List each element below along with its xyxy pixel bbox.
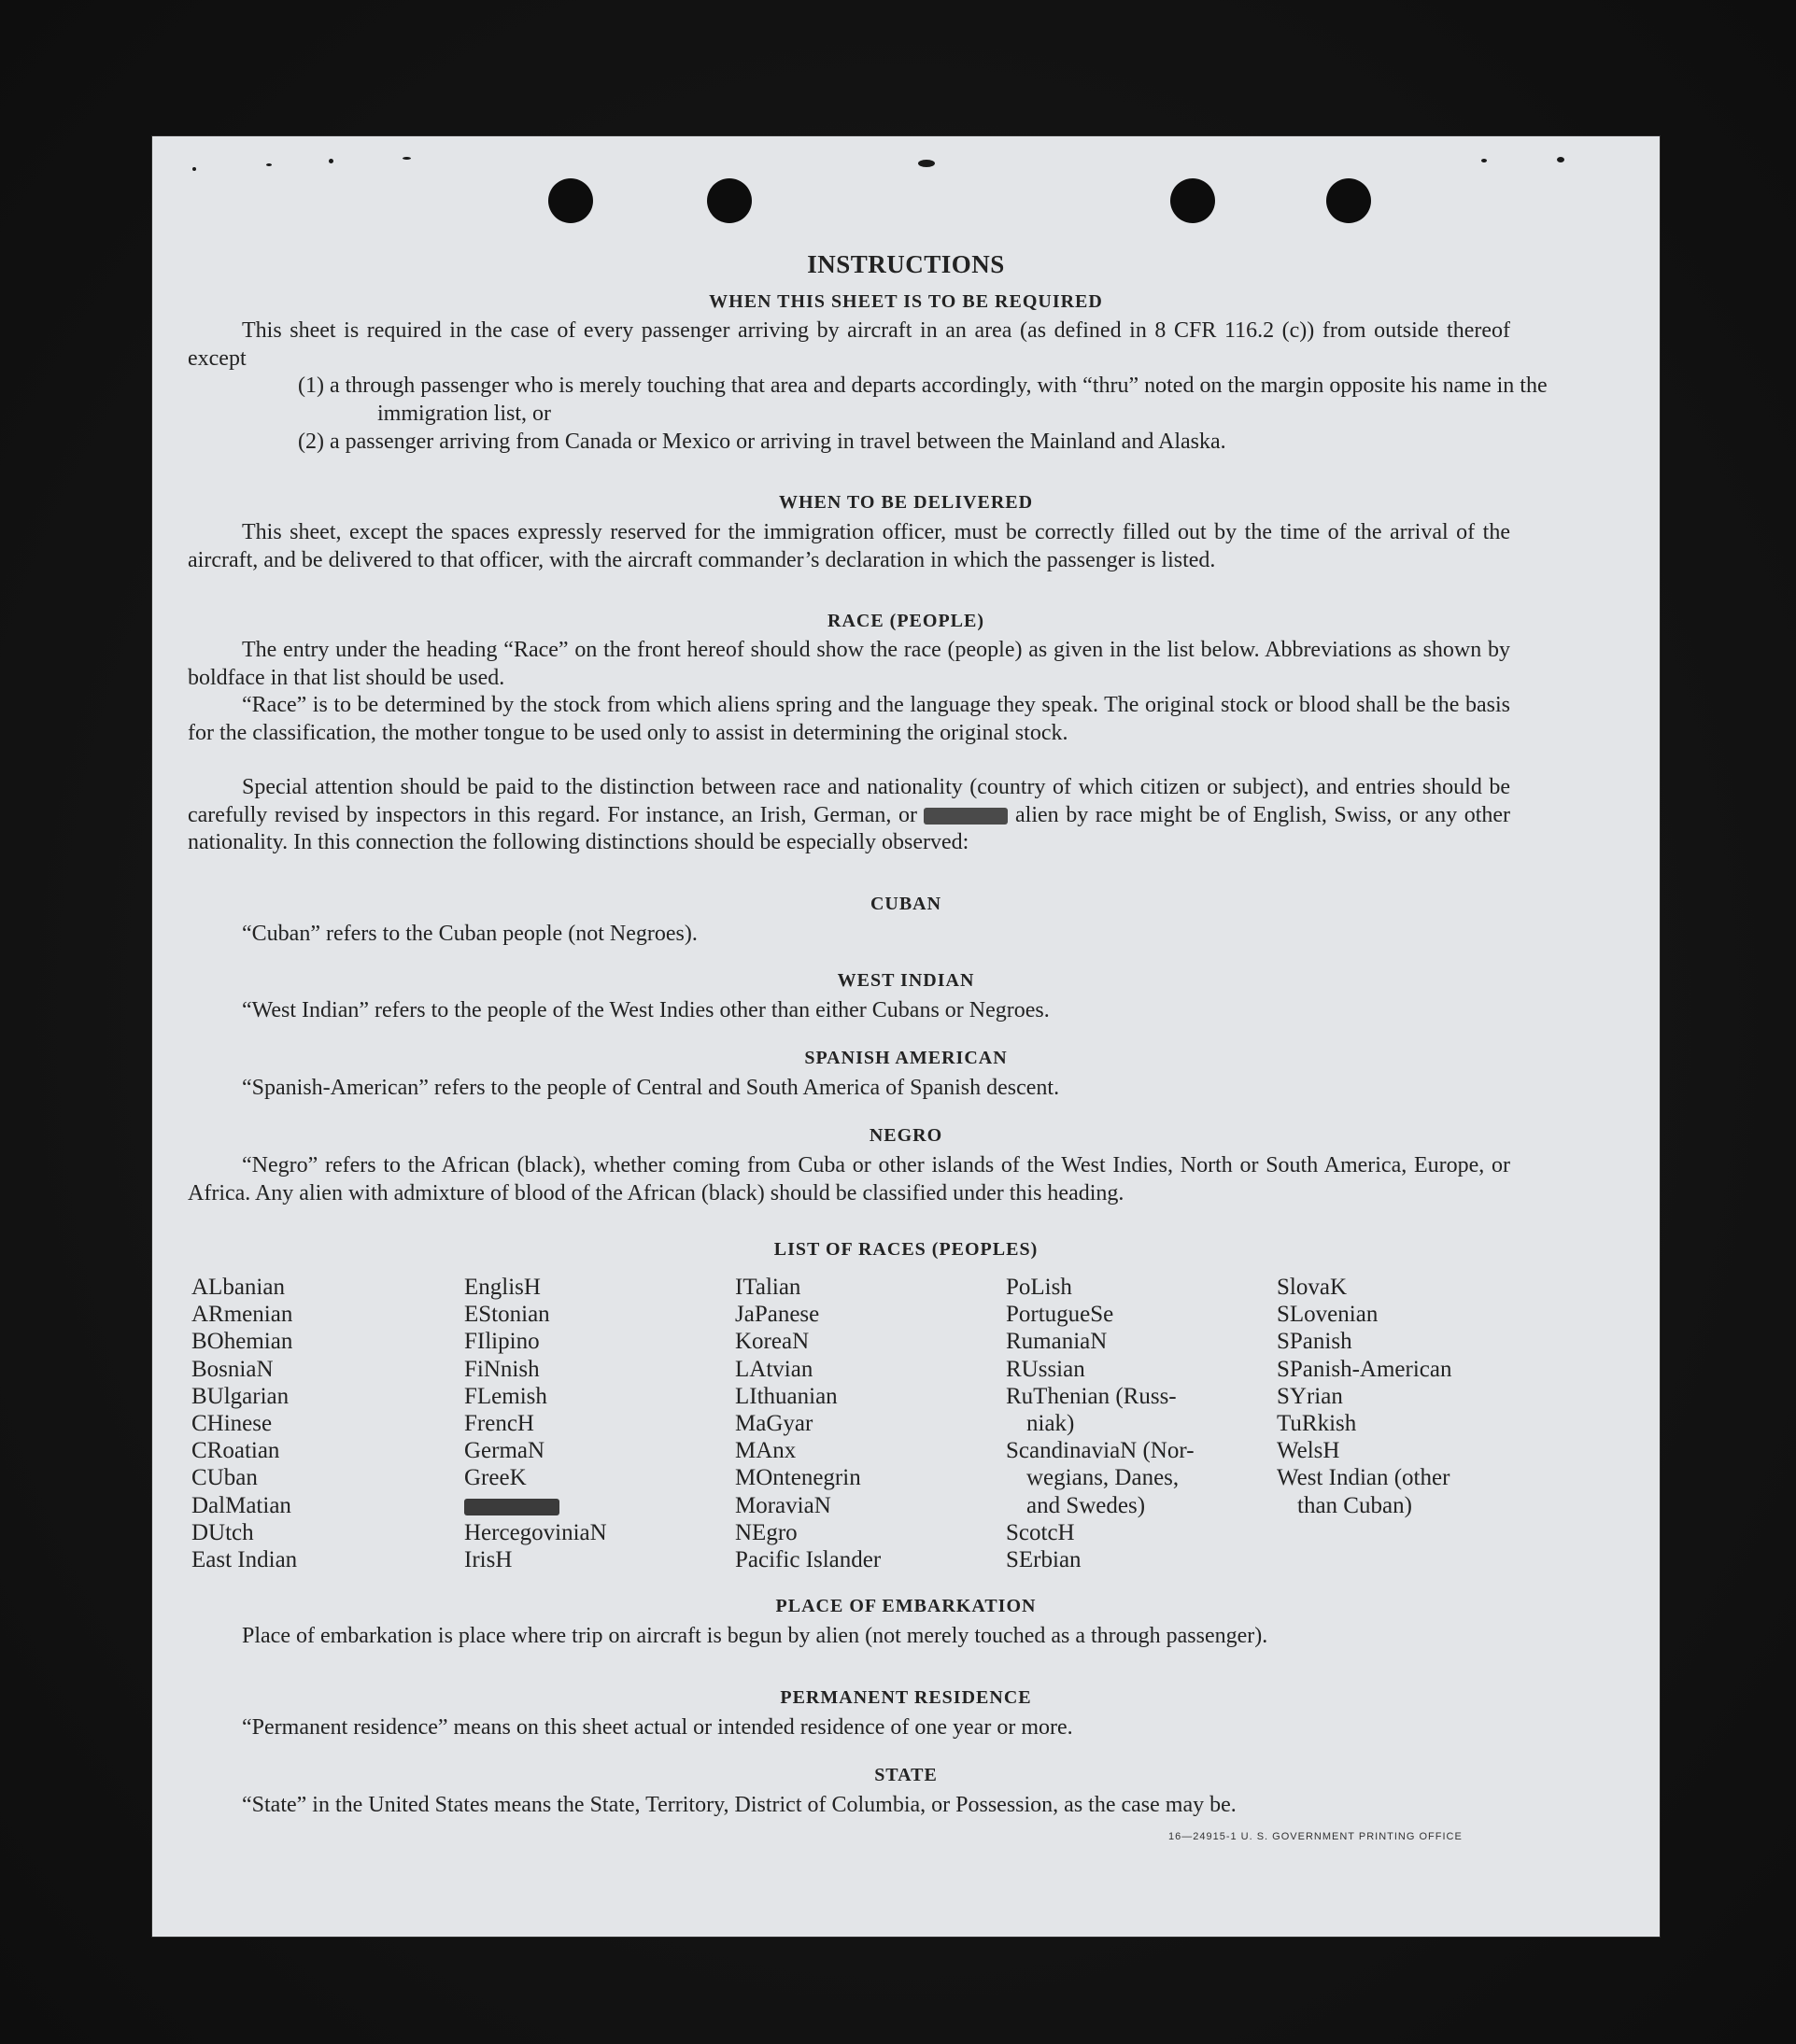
race-item: GermaN (464, 1438, 545, 1464)
heading-state: STATE (874, 1765, 938, 1785)
race-item: DalMatian (191, 1492, 291, 1518)
race-item: ScotcH (1006, 1519, 1075, 1545)
race-item: JaPanese (735, 1302, 820, 1328)
race-column-4 (1006, 1274, 1195, 1573)
scan-speck (918, 160, 935, 167)
race-paragraph-3-part-a: Special attention should be paid to the distinction between race and nationality (country of which citizen or subject), and entries should be carefully revised by inspectors in this regard. For instance, an Irish, German, or (188, 775, 1510, 827)
race-item: FrencH (464, 1411, 534, 1437)
race-item: LIthuanian (735, 1383, 838, 1409)
race-item: ARmenian (191, 1302, 293, 1328)
race-column-1 (191, 1274, 297, 1573)
spanish-american-text: “Spanish-American” refers to the people of Central and South America of Spanish descent. (242, 1076, 1060, 1100)
heading-cuban: CUBAN (870, 894, 942, 914)
page-title: INSTRUCTIONS (807, 250, 1005, 278)
exception-item-1: (1) a through passenger who is merely touching that area and departs accordingly, with “thru” noted on the margin opposite his name in the immigration list, or (298, 374, 1548, 426)
race-item: Pacific Islander (735, 1547, 882, 1573)
scan-speck (329, 159, 333, 163)
race-item: PortugueSe (1006, 1302, 1114, 1328)
race-item-continuation: niak) (1026, 1411, 1075, 1437)
heading-list-of-races: LIST OF RACES (PEOPLES) (773, 1239, 1039, 1260)
heading-race: RACE (PEOPLE) (827, 611, 984, 631)
embarkation-text: Place of embarkation is place where trip on aircraft is begun by alien (not merely touched as a through passenger). (242, 1624, 1268, 1648)
race-item: BosniaN (191, 1356, 274, 1382)
heading-spanish-american: SPANISH AMERICAN (804, 1048, 1008, 1068)
scan-speck (266, 163, 272, 166)
race-item: NEgro (735, 1519, 798, 1545)
race-item: GreeK (464, 1465, 527, 1491)
redaction-mark (464, 1499, 559, 1515)
punch-hole (707, 178, 752, 223)
heading-embarkation: PLACE OF EMBARKATION (775, 1596, 1037, 1616)
negro-text: “Negro” refers to the African (black), whether coming from Cuba or other islands of the West Indies, North or South America, Europe, or Africa. Any alien with admixture of blood of the African (black) should be classified under this heading. (188, 1153, 1510, 1205)
race-item: SYrian (1277, 1383, 1343, 1409)
cuban-text: “Cuban” refers to the Cuban people (not Negroes). (242, 922, 698, 946)
race-item: SlovaK (1277, 1275, 1347, 1300)
punch-hole (1170, 178, 1215, 223)
race-item: ITalian (735, 1275, 801, 1300)
state-text: “State” in the United States means the State, Territory, District of Columbia, or Possession, as the case may be. (242, 1793, 1237, 1817)
west-indian-text: “West Indian” refers to the people of the West Indies other than either Cubans or Negroes. (242, 998, 1050, 1022)
race-item: RUssian (1006, 1356, 1085, 1382)
exception-item-2: (2) a passenger arriving from Canada or Mexico or arriving in travel between the Mainland and Alaska. (298, 430, 1226, 454)
race-column-2 (464, 1274, 607, 1573)
scan-speck (1557, 157, 1564, 162)
race-item: RuThenian (Russ- (1006, 1383, 1177, 1409)
race-item: FIlipino (464, 1329, 540, 1355)
race-item: MOntenegrin (735, 1465, 861, 1491)
race-paragraph-3 (188, 774, 1510, 857)
heading-negro: NEGRO (869, 1125, 943, 1146)
race-item: MaGyar (735, 1411, 813, 1437)
race-item: MAnx (735, 1438, 797, 1464)
race-item: SLovenian (1277, 1302, 1379, 1328)
race-item: BOhemian (191, 1329, 293, 1355)
race-item-continuation: than Cuban) (1297, 1492, 1412, 1518)
punch-hole (1326, 178, 1371, 223)
race-item: RumaniaN (1006, 1329, 1108, 1355)
race-item: West Indian (other (1277, 1465, 1450, 1491)
race-column-3 (735, 1274, 881, 1573)
race-item: IrisH (464, 1547, 513, 1573)
scan-speck (403, 157, 411, 160)
race-item: SPanish-American (1277, 1356, 1452, 1382)
punch-hole (548, 178, 593, 223)
redaction-mark (924, 808, 1008, 825)
race-item: CUban (191, 1465, 258, 1491)
race-item: SPanish (1277, 1329, 1352, 1355)
race-item: PoLish (1006, 1275, 1072, 1300)
race-item-continuation: wegians, Danes, (1026, 1465, 1180, 1491)
race-item: FLemish (464, 1383, 547, 1409)
scan-speck (1481, 159, 1487, 162)
race-item: TuRkish (1277, 1411, 1357, 1437)
race-item: LAtvian (735, 1356, 813, 1382)
race-item: FiNnish (464, 1356, 540, 1382)
race-item: KoreaN (735, 1329, 810, 1355)
race-column-5 (1277, 1274, 1451, 1519)
heading-west-indian: WEST INDIAN (837, 970, 975, 991)
race-item: SErbian (1006, 1547, 1082, 1573)
race-item: East Indian (191, 1547, 298, 1573)
instruction-sheet (152, 136, 1660, 1937)
race-item: MoraviaN (735, 1492, 831, 1518)
race-item: WelsH (1277, 1438, 1340, 1464)
race-item: ALbanian (191, 1275, 285, 1300)
permanent-residence-text: “Permanent residence” means on this sheet actual or intended residence of one year or more. (242, 1715, 1073, 1740)
heading-when-delivered: WHEN TO BE DELIVERED (778, 492, 1034, 513)
race-item: DUtch (191, 1519, 254, 1545)
heading-when-required: WHEN THIS SHEET IS TO BE REQUIRED (709, 291, 1103, 312)
race-paragraph-3-part-b: alien by race might be of English, Swiss, or any other nationality. In this connection the following distinctions should be especially observed: (188, 802, 1511, 854)
when-required-intro: This sheet is required in the case of every passenger arriving by aircraft in an area (as defined in 8 CFR 116.2 (c)) from outside thereof except (188, 318, 1510, 371)
scan-speck (192, 167, 196, 171)
when-delivered-text: This sheet, except the spaces expressly reserved for the immigration officer, must be correctly filled out by the time of the arrival of the aircraft, and be delivered to that officer, with the aircraft commander’s declaration in which the passenger is listed. (188, 520, 1510, 572)
race-item: CRoatian (191, 1438, 280, 1464)
race-item: EnglisH (464, 1275, 541, 1300)
race-paragraph-1: The entry under the heading “Race” on the front hereof should show the race (people) as given in the list below. Abbreviations as shown by boldface in that list should be used. (188, 638, 1510, 690)
heading-permanent-residence: PERMANENT RESIDENCE (780, 1687, 1032, 1708)
race-item: ScandinaviaN (Nor- (1006, 1438, 1195, 1464)
race-item-redacted (464, 1492, 607, 1519)
race-item: HercegoviniaN (464, 1519, 607, 1545)
printing-office-footer: 16—24915-1 U. S. GOVERNMENT PRINTING OFFICE (1168, 1831, 1463, 1842)
race-item-continuation: and Swedes) (1026, 1492, 1146, 1518)
race-paragraph-2: “Race” is to be determined by the stock from which aliens spring and the language they speak. The original stock or blood shall be the basis for the classification, the mother tongue to be used only to assist in determining the original stock. (188, 693, 1510, 745)
race-item: EStonian (464, 1302, 550, 1328)
race-item: CHinese (191, 1411, 273, 1437)
race-item: BUlgarian (191, 1383, 290, 1409)
